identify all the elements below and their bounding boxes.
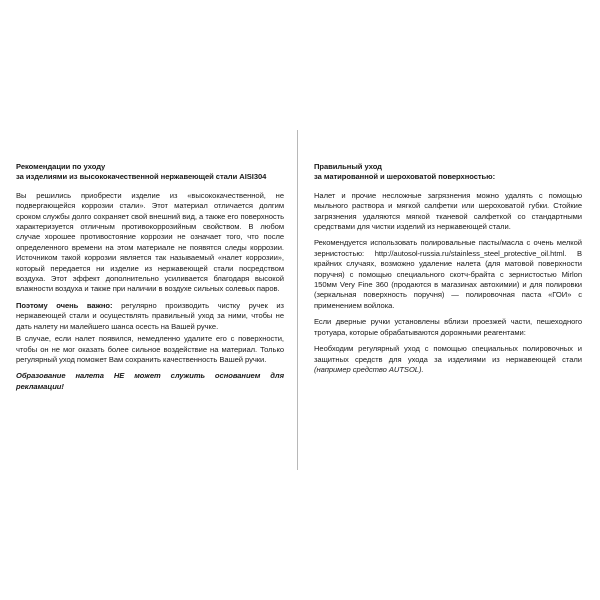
- column-divider: [297, 130, 298, 470]
- left-heading-line1: Рекомендации по уходу: [16, 162, 106, 171]
- right-paragraph-2: Рекомендуется использовать полировальные пасты/масла с очень мелкой зернистостью: http://autosol-russia.ru/stainless_steel_protective_oil.html. В крайних случаях, возможно удаление налета (для матовой поверхности поручня) с помощью специального скотч-брайта с зернистостью Mirlon 150мм Very Fine 360 (продаются в магазинах автохимии) и для полировки (зеркальная поверхность поручня) — полировочная паста «ГОИ» с применением войлока.: [314, 238, 582, 310]
- left-paragraph-2: [16, 301, 284, 332]
- right-heading: [314, 162, 582, 183]
- care-recommendations-column: [16, 162, 284, 398]
- left-warning-note: Образование налета НЕ может служить основанием для рекламации!: [16, 371, 284, 391]
- left-heading: [16, 162, 284, 183]
- right-paragraph-3: Если дверные ручки установлены вблизи проезжей части, пешеходного тротуара, которые обрабатываются дорожными реагентами:: [314, 317, 582, 337]
- right-paragraph-4: [314, 344, 582, 375]
- left-paragraph-1: Вы решились приобрести изделие из «высококачественной, не подвергающейся коррозии стали». Этот материал отличается долгим сроком службы долго сохраняет свой внешний вид, а также его поверхность характеризуется отличным противокоррозийным свойством. В любом случае хорошее противостояние коррозии не означает того, что после определенного времени на этом материале не появятся следы коррозии. Источником такой коррозии является так называемый «налет коррозии», который передается ни изделие из нержавеющей стали посредством воздуха. Этот эффект дополнительно усиливается благодаря высокой влажности воздуха и также при наличии в воздухе сильных солевых паров.: [16, 190, 284, 294]
- left-heading-line2: за изделиями из высококачественной нержавеющей стали AISI304: [16, 172, 267, 182]
- right-heading-line1: Правильный уход: [314, 162, 382, 171]
- left-paragraph-3: В случае, если налет появился, немедленно удалите его с поверхности, чтобы он не мог оказать более сильное воздействие на материал. Только регулярный уход поможет Вам сохранить качественность Вашей ручки.: [16, 334, 284, 364]
- left-paragraph-2-emphasis: Поэтому очень важно:: [16, 300, 113, 310]
- right-paragraph-4-text: Необходим регулярный уход с помощью специальных полировочных и защитных средств для ухода за изделиями из нержавеющей стали: [314, 344, 582, 364]
- right-heading-line2: за матированной и шероховатой поверхностью:: [314, 172, 496, 182]
- left-paragraph-2-text: регулярно производить чистку ручек из нержавеющей стали и осуществлять правильный уход за ними, чтобы не дать налету ни малейшего шанса осесть на Вашей ручке.: [16, 300, 284, 331]
- right-paragraph-4-example: (например средство AUTSOL).: [314, 364, 424, 374]
- right-paragraph-1: Налет и прочие несложные загрязнения можно удалять с помощью мыльного раствора и мягкой салфетки или шероховатой губки. Стойкие загрязнения удаляются мягкой тканевой салфеткой со стандартными средствами для чистки изделий из нержавеющей стали.: [314, 190, 582, 232]
- proper-care-column: [314, 162, 582, 381]
